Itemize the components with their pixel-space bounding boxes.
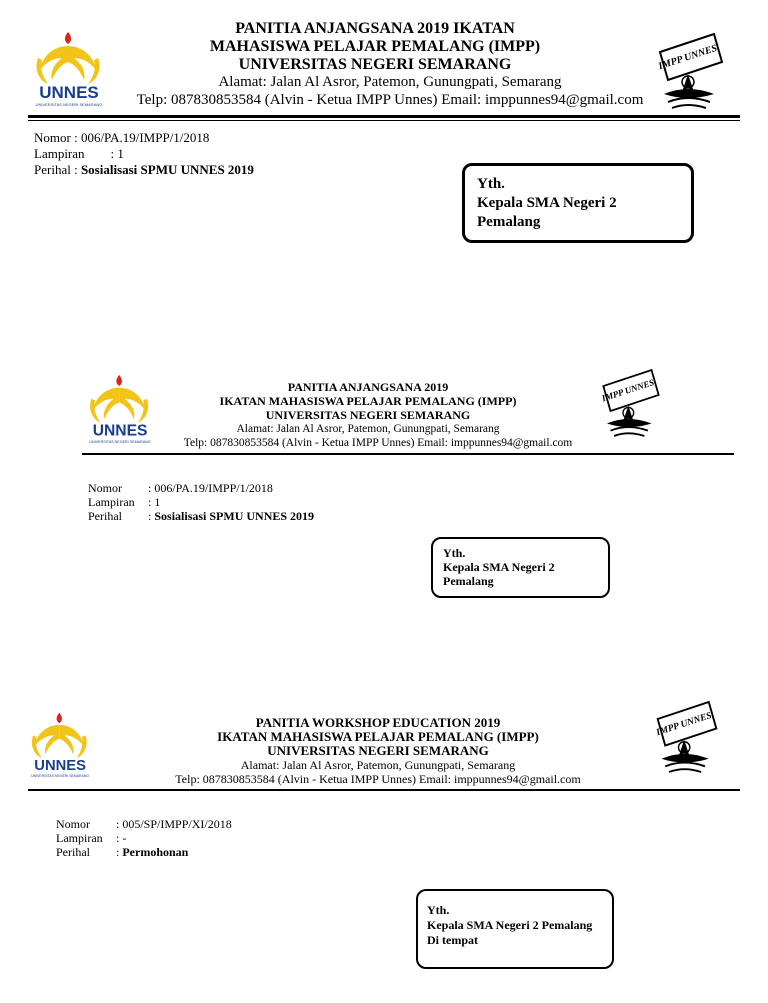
letter3-lampiran-value: : - xyxy=(116,831,127,845)
impp-emblem-text: IMPP UNNES xyxy=(657,42,719,73)
letter1-perihal xyxy=(34,162,254,178)
letter1-contact: Telp: 087830853584 (Alvin - Ketua IMPP Unnes) Email: imppunnes94@gmail.com xyxy=(136,92,644,108)
impp-emblem xyxy=(598,364,664,442)
letter2-perihal-value: Sosialisasi SPMU UNNES 2019 xyxy=(154,509,315,523)
letter2-perihal-colon: : xyxy=(148,509,155,523)
letter1-nomor: Nomor : 006/PA.19/IMPP/1/2018 xyxy=(34,130,210,145)
unnes-wordmark: UNNES xyxy=(92,422,148,440)
letter3-perihal-colon: : xyxy=(116,845,123,859)
letter1-recipient-line-1: Yth. xyxy=(477,176,505,192)
letter3-perihal xyxy=(116,845,188,860)
unnes-logo xyxy=(86,370,156,446)
letter2-contact: Telp: 087830853584 (Alvin - Ketua IMPP Unnes) Email: imppunnes94@gmail.com xyxy=(183,437,573,449)
unnes-subtext: UNIVERSITAS NEGERI SEMARANG xyxy=(89,440,151,444)
letter3-heading-line-1: PANITIA WORKSHOP EDUCATION 2019 xyxy=(255,715,501,730)
letter1-lampiran: Lampiran : 1 xyxy=(34,146,124,161)
letter2-recipient-line-1: Yth. xyxy=(443,546,466,560)
letter3-recipient-line-2: Kepala SMA Negeri 2 Pemalang xyxy=(427,918,593,932)
letter3-perihal-label: Perihal xyxy=(56,845,90,859)
letter2-lampiran-label: Lampiran xyxy=(88,495,135,509)
unnes-logo xyxy=(28,704,94,784)
impp-emblem xyxy=(652,696,722,778)
unnes-logo xyxy=(32,28,108,108)
letter2-heading-line-1: PANITIA ANJANGSANA 2019 xyxy=(287,380,449,394)
letter1-perihal-value: Sosialisasi SPMU UNNES 2019 xyxy=(80,162,254,177)
letter2-heading-line-3: UNIVERSITAS NEGERI SEMARANG xyxy=(265,408,471,422)
letter1-recipient-box xyxy=(462,163,694,243)
letter1-recipient-line-2: Kepala SMA Negeri 2 xyxy=(477,195,617,211)
letter2-recipient-line-3: Pemalang xyxy=(443,574,494,588)
letter3-nomor-label: Nomor xyxy=(56,817,90,831)
letter1-heading-line-1: PANITIA ANJANGSANA 2019 IKATAN xyxy=(235,20,515,37)
unnes-subtext: UNIVERSITAS NEGERI SEMARANG xyxy=(31,774,90,778)
letter3-recipient-line-3: Di tempat xyxy=(427,933,478,947)
letter2-perihal xyxy=(148,509,314,524)
letter2-header-rule xyxy=(82,453,734,455)
letter2-recipient-line-2: Kepala SMA Negeri 2 xyxy=(443,560,555,574)
letter3-address: Alamat: Jalan Al Asror, Patemon, Gunungpati, Semarang xyxy=(240,758,516,772)
letter2-lampiran-value: : 1 xyxy=(148,495,161,509)
letter2-address: Alamat: Jalan Al Asror, Patemon, Gunungpati, Semarang xyxy=(236,423,500,435)
letter3-recipient-line-1: Yth. xyxy=(427,903,450,917)
unnes-wordmark: UNNES xyxy=(39,83,99,102)
unnes-wordmark: UNNES xyxy=(34,758,86,775)
letter3-lampiran-label: Lampiran xyxy=(56,831,103,845)
letter1-heading-line-3: UNIVERSITAS NEGERI SEMARANG xyxy=(238,56,512,73)
letter3-heading-line-2: IKATAN MAHASISWA PELAJAR PEMALANG (IMPP) xyxy=(217,729,539,744)
letter3-recipient-box xyxy=(416,889,614,969)
letter2-heading-line-2: IKATAN MAHASISWA PELAJAR PEMALANG (IMPP) xyxy=(219,394,517,408)
unnes-subtext: UNIVERSITAS NEGERI SEMARANG xyxy=(35,102,103,107)
letter3-heading-line-3: UNIVERSITAS NEGERI SEMARANG xyxy=(267,743,489,758)
letter3-contact: Telp: 087830853584 (Alvin - Ketua IMPP Unnes) Email: imppunnes94@gmail.com xyxy=(175,772,581,786)
impp-emblem-text: IMPP UNNES xyxy=(600,377,656,404)
letter1-recipient-line-3: Pemalang xyxy=(477,214,541,230)
letter1-perihal-label: Perihal : xyxy=(34,162,81,177)
letter2-recipient-box xyxy=(431,537,610,598)
letter2-perihal-label: Perihal xyxy=(88,509,122,523)
letter1-address: Alamat: Jalan Al Asror, Patemon, Gunungpati, Semarang xyxy=(218,74,562,90)
letter1-header-rule xyxy=(28,115,740,118)
letter3-header-rule xyxy=(28,789,740,791)
letter1-heading-line-2: MAHASISWA PELAJAR PEMALANG (IMPP) xyxy=(209,38,541,55)
letter1-header-rule-thin xyxy=(28,120,740,121)
impp-emblem-text: IMPP UNNES xyxy=(655,710,714,739)
letter3-nomor-value: : 005/SP/IMPP/XI/2018 xyxy=(116,817,232,831)
letter2-nomor-label: Nomor xyxy=(88,481,122,495)
letter3-perihal-value: Permohonan xyxy=(122,845,189,859)
letter2-nomor-value: : 006/PA.19/IMPP/1/2018 xyxy=(148,481,273,495)
